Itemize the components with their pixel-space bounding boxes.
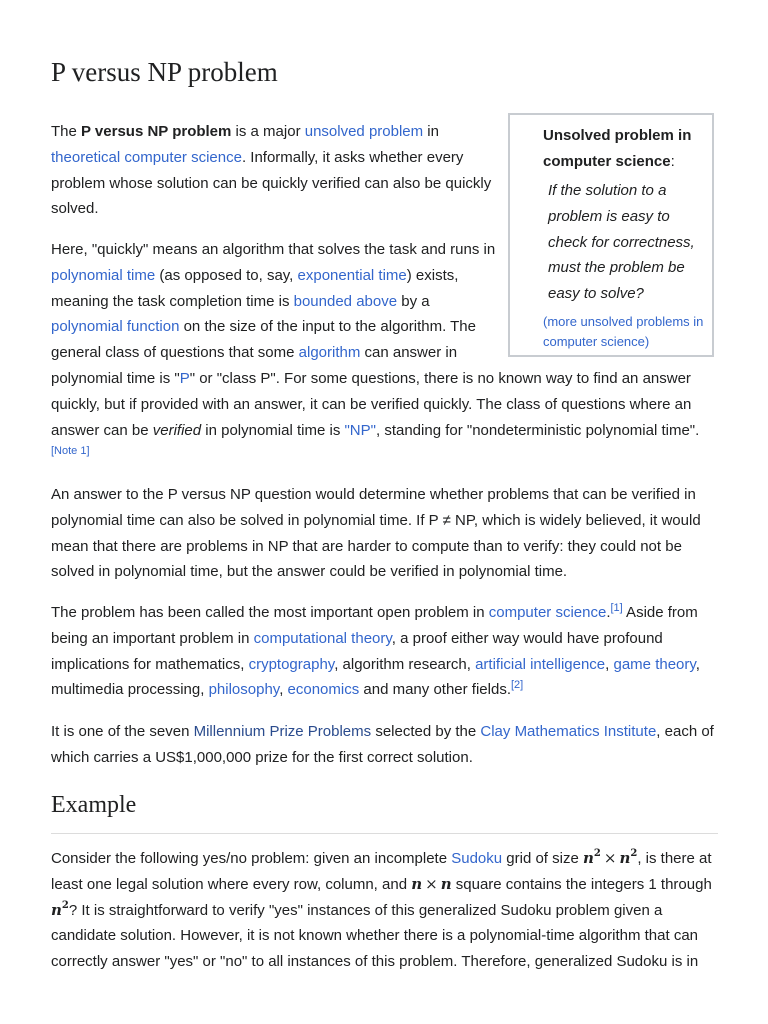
text: Here, "quickly" means an algorithm that solves the task and runs in — [51, 241, 496, 258]
intro-paragraph — [51, 119, 501, 222]
text: The — [51, 123, 82, 140]
text: selected by the — [371, 723, 481, 740]
text: , multimedia processing, — [51, 655, 700, 699]
math-n-squared — [51, 901, 69, 919]
text: can answer in polynomial time is " — [51, 344, 458, 387]
bold-term: P versus NP problem — [81, 123, 232, 140]
infobox-question: If the solution to a problem is easy to check for correctness, must the problem be easy to solve? — [548, 182, 695, 303]
math-exp: 2 — [61, 899, 69, 911]
algorithm-link[interactable]: algorithm — [298, 344, 361, 362]
math-times: × — [603, 849, 617, 867]
text: Aside from being an important problem in — [51, 604, 698, 647]
cryptography-link[interactable]: cryptography — [248, 655, 335, 673]
theoretical-cs-link[interactable]: theoretical computer science — [51, 148, 242, 166]
clay-institute-link[interactable]: Clay Mathematics Institute — [480, 723, 657, 740]
text: , standing for "nondeterministic polynomial time". — [375, 421, 700, 439]
math-times: × — [425, 874, 438, 893]
example-paragraph — [51, 846, 718, 975]
math-exp: 2 — [593, 848, 601, 859]
economics-link[interactable]: economics — [287, 681, 360, 699]
text: (as opposed to, say, — [155, 266, 298, 284]
page-title: P versus NP problem — [51, 57, 278, 87]
infobox-heading-colon: : — [670, 152, 675, 170]
infobox-spacer — [501, 237, 718, 355]
class-p-link[interactable]: P — [179, 369, 190, 387]
text: is a major — [231, 123, 305, 140]
importance-paragraph — [51, 600, 718, 703]
text: by a — [397, 292, 430, 310]
text: " or "class P". For some questions, there is no known way to find an answer quickly, but if provided with an answer, it can be verified quickly. The class of questions where an answer can be — [51, 369, 692, 439]
text: on the size of the input to the algorithm. The general class of questions that some — [51, 318, 476, 362]
math-exp: 2 — [630, 848, 638, 859]
artificial-intelligence-link[interactable]: artificial intelligence — [475, 655, 606, 673]
text: ? It is straightforward to verify "yes" instances of this generalized Sudoku problem given a candidate solution. However, it is not known whether there is a polynomial-time algorithm that can correctly answer "yes" or "no" to all instances of this problem. Therefore, generalized Sudoku is in — [51, 901, 699, 971]
ref-2[interactable]: [2] — [511, 679, 524, 692]
computational-theory-link[interactable]: computational theory — [253, 629, 392, 647]
text: , is there at least one legal solution where every row, column, and — [51, 850, 712, 893]
text: . — [606, 604, 611, 621]
more-unsolved-problems-link[interactable]: (more unsolved problems in computer science) — [543, 314, 704, 349]
millennium-prize-link[interactable]: Millennium Prize Problems — [193, 723, 372, 740]
math-var: n — [440, 874, 452, 893]
math-var: n — [51, 900, 62, 919]
text: , each of which carries a US$1,000,000 prize for the first correct solution. — [51, 723, 714, 766]
computer-science-link[interactable]: computer science — [488, 604, 607, 621]
unsolved-problem-link[interactable]: unsolved problem — [304, 123, 424, 140]
text: It is one of the seven — [51, 723, 194, 740]
verified-emphasis: verified — [152, 421, 202, 439]
section-divider — [51, 833, 718, 834]
text: . Informally, it asks whether every problem whose solution can be quickly verified can also be quickly solved. — [51, 148, 492, 218]
section-heading-example: Example — [51, 792, 137, 818]
text: , algorithm research, — [334, 655, 476, 673]
text: ) exists, meaning the task completion time is — [51, 266, 459, 310]
text: The problem has been called the most important open problem in — [51, 604, 489, 621]
text: , — [605, 655, 614, 673]
class-np-link[interactable]: "NP" — [344, 421, 376, 439]
math-n-times-n — [411, 875, 451, 893]
text: , a proof either way would have profound implications for mathematics, — [51, 629, 663, 673]
infobox-heading-text: Unsolved problem in computer science — [543, 127, 692, 170]
polynomial-function-link[interactable]: polynomial function — [51, 318, 180, 336]
math-var: n — [582, 849, 594, 867]
text: square contains the integers 1 through — [451, 875, 712, 893]
exponential-time-link[interactable]: exponential time — [297, 266, 407, 284]
math-var: n — [619, 849, 631, 867]
infobox-heading — [543, 123, 708, 175]
text: and many other fields. — [359, 681, 511, 699]
text: Consider the following yes/no problem: given an incomplete — [51, 850, 452, 867]
philosophy-link[interactable]: philosophy — [208, 681, 280, 699]
quickly-paragraph — [51, 237, 718, 469]
game-theory-link[interactable]: game theory — [613, 655, 696, 673]
text: in polynomial time is — [201, 421, 345, 439]
math-n-squared-times-n-squared — [583, 849, 637, 867]
text: grid of size — [502, 850, 583, 867]
note-1-ref[interactable]: [Note 1] — [51, 445, 90, 458]
ref-1[interactable]: [1] — [610, 602, 623, 614]
sudoku-link[interactable]: Sudoku — [451, 850, 503, 867]
text: , — [279, 681, 288, 699]
millennium-paragraph — [51, 719, 718, 771]
polynomial-time-link[interactable]: polynomial time — [51, 266, 156, 284]
math-var: n — [411, 874, 423, 893]
answer-paragraph: An answer to the P versus NP question would determine whether problems that can be verified in polynomial time can also be solved in polynomial time. If P ≠ NP, which is widely believed, it would mean that there are problems in NP that are harder to compute than to verify: they could not be solved in polynomial time, but the answer could be verified in polynomial time. — [51, 486, 701, 581]
text: in — [423, 123, 439, 140]
bounded-above-link[interactable]: bounded above — [293, 292, 398, 310]
